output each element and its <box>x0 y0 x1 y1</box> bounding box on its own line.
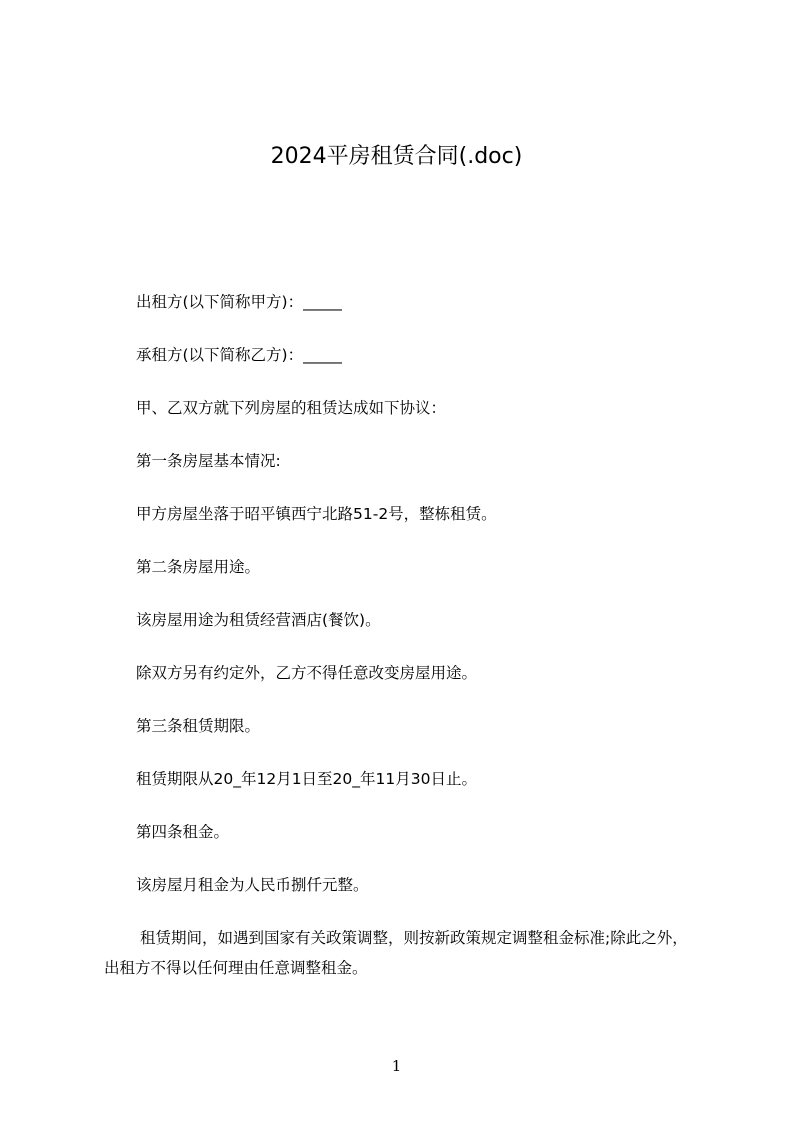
rent-adjustment-line-2: 出租方不得以任何理由任意调整租金。 <box>104 959 368 977</box>
property-location: 甲方房屋坐落于昭平镇西宁北路51-2号，整栋租赁。 <box>136 505 497 523</box>
lessee-line: 承租方(以下简称乙方)：_____ <box>136 346 342 364</box>
article-3-heading: 第三条租赁期限。 <box>136 717 261 735</box>
article-1-heading: 第一条房屋基本情况: <box>136 452 281 470</box>
article-2-heading: 第二条房屋用途。 <box>136 558 261 576</box>
lease-term: 租赁期限从20_年12月1日至20_年11月30日止。 <box>136 770 477 788</box>
rent-adjustment-line-1: 租赁期间，如遇到国家有关政策调整，则按新政策规定调整租金标准;除此之外， <box>140 929 688 947</box>
document-title: 2024平房租赁合同(.doc) <box>270 144 523 169</box>
agreement-intro: 甲、乙双方就下列房屋的租赁达成如下协议： <box>136 399 447 417</box>
use-restriction: 除双方另有约定外，乙方不得任意改变房屋用途。 <box>136 664 478 682</box>
monthly-rent: 该房屋月租金为人民币捌仟元整。 <box>136 876 369 894</box>
lessor-line: 出租方(以下简称甲方)：_____ <box>136 293 342 311</box>
page-number: 1 <box>391 1057 402 1075</box>
rent-adjustment-paragraph <box>104 928 704 978</box>
article-4-heading: 第四条租金。 <box>136 823 230 841</box>
property-use: 该房屋用途为租赁经营酒店(餐饮)。 <box>136 611 381 629</box>
